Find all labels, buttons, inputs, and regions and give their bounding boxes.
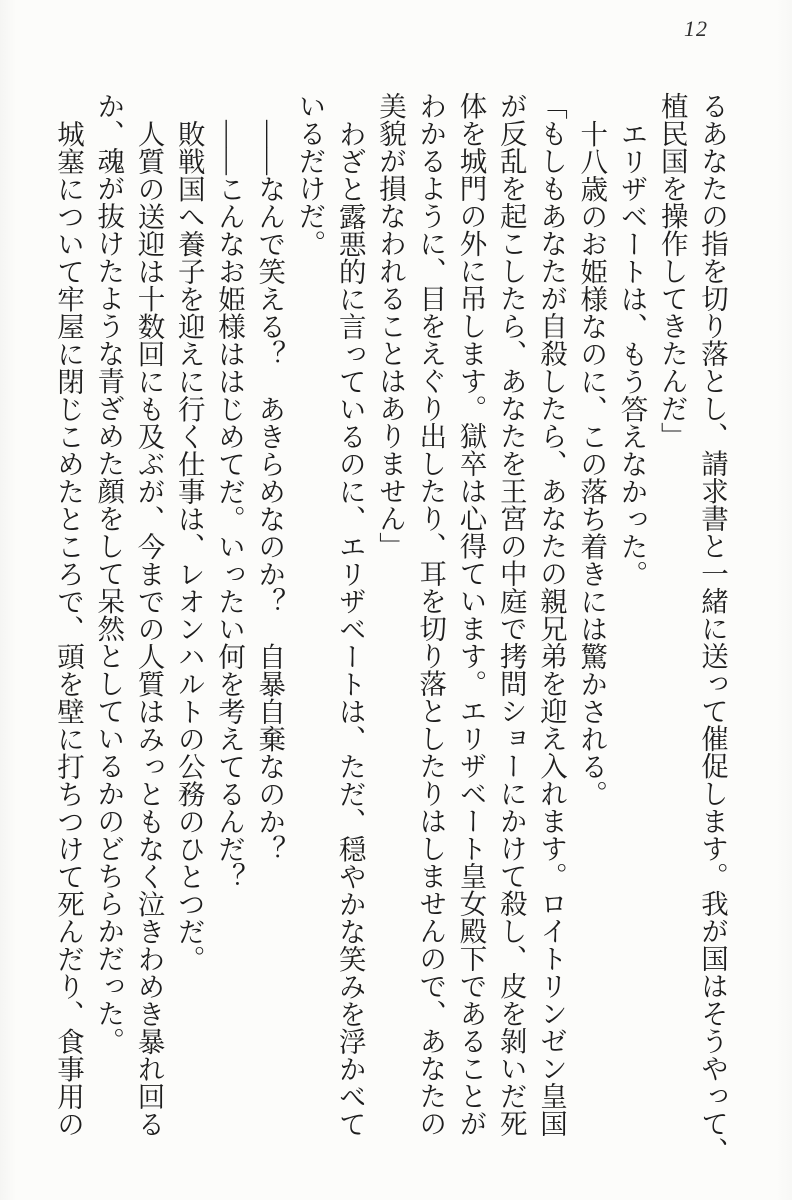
- text-column: わざと露悪的に言っているのに、エリザベートは、ただ、穏やかな笑みを浮かべて: [334, 119, 366, 1137]
- text-column: が反乱を起こしたら、あなたを王宮の中庭で拷問ショーにかけて殺し、皮を剝いだ死: [495, 92, 527, 1137]
- text-column: 植民国を操作してきたんだ」: [656, 92, 688, 450]
- text-column: 敗戦国へ養子を迎えに行く仕事は、レオンハルトの公務のひとつだ。: [173, 119, 205, 972]
- text-column: ――なんで笑える？ あきらめなのか？ 自暴自棄なのか？: [254, 119, 286, 862]
- text-column: るあなたの指を切り落とし、請求書と一緒に送って催促します。我が国はそうやって、: [697, 92, 728, 1165]
- text-column: 体を城門の外に吊します。獄卒は心得ています。エリザベート皇女殿下であることが: [455, 92, 487, 1137]
- text-column: エリザベートは、もう答えなかった。: [616, 119, 648, 587]
- page-number: 12: [684, 16, 708, 41]
- text-column: ――こんなお姫様ははじめてだ。いったい何を考えてるんだ？: [214, 119, 245, 890]
- text-column: 美貌が損なわれることはありません」: [375, 92, 406, 560]
- text-column: 人質の送迎は十数回にも及ぶが、今までの人質はみっともなく泣きわめき暴れ回る: [133, 119, 165, 1137]
- text-column: 「もしもあなたが自殺したら、あなたの親兄弟を迎え入れます。ロイトリンゼン皇国: [536, 92, 567, 1137]
- text-column: 十八歳のお姫様なのに、この落ち着きには驚かされる。: [576, 119, 608, 807]
- text-column: 城塞について牢屋に閉じこめたところで、頭を壁に打ちつけて死んだり、食事用の: [53, 119, 84, 1137]
- text-column: わかるように、目をえぐり出したり、耳を切り落としたりはしませんので、あなたの: [415, 92, 447, 1137]
- text-column: いるだけだ。: [294, 92, 326, 257]
- text-column: か、魂が抜けたような青ざめた顔をして呆然としているかのどちらかだった。: [93, 92, 125, 1055]
- text-block: [48, 92, 732, 1166]
